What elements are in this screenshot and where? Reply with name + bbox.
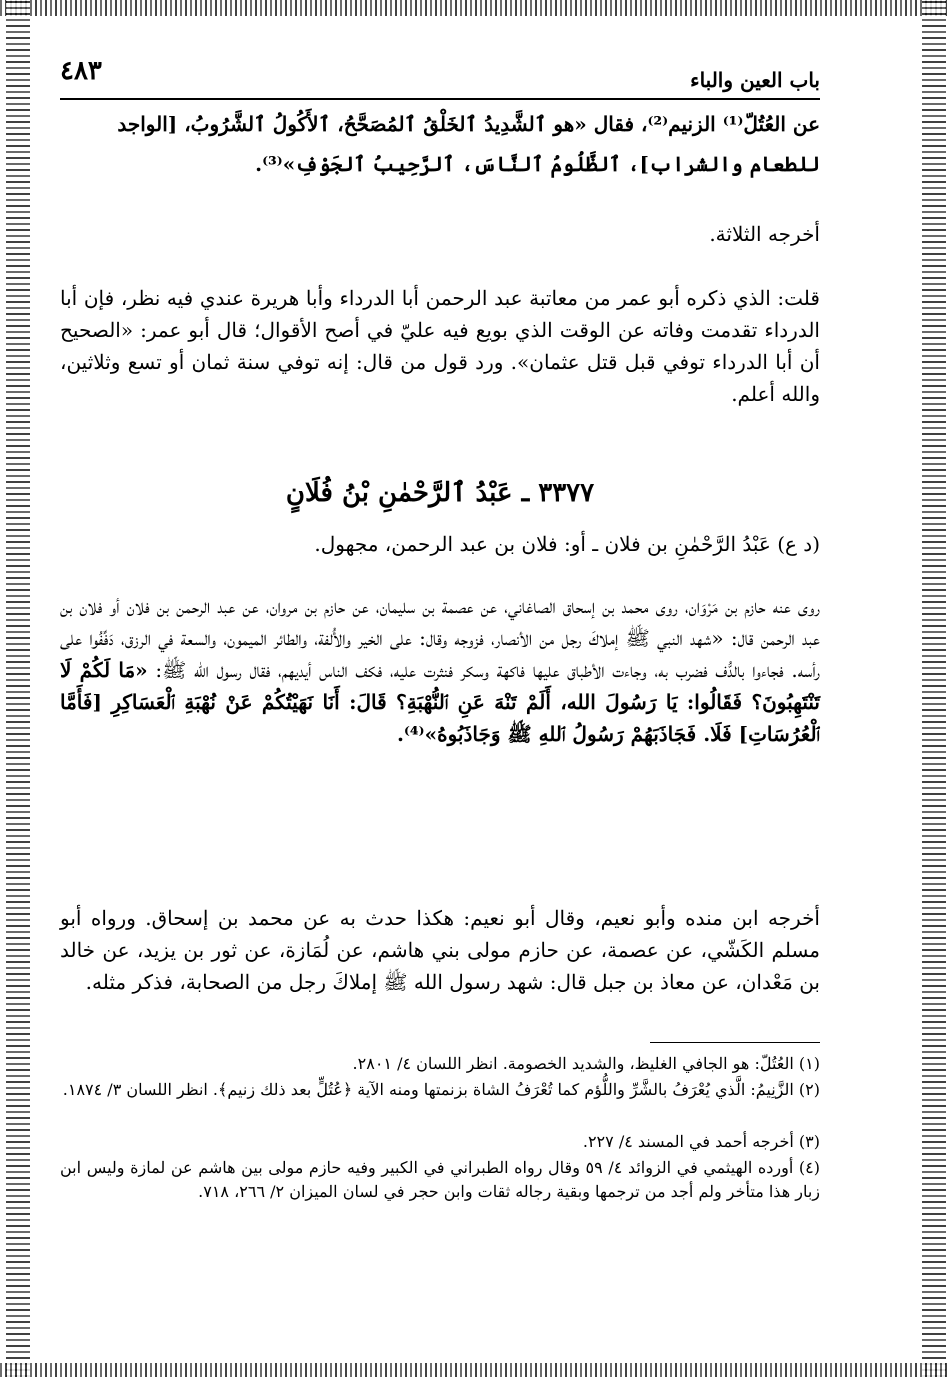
header-rule <box>60 98 820 100</box>
entry-heading: ٣٣٧٧ ـ عَبْدُ ٱلرَّحْمٰنِ بْنُ فُلَانٍ <box>285 478 595 508</box>
paragraph-3: قلت: الذي ذكره أبو عمر من معاتبة عبد الرحمن أبا الدرداء وأبا هريرة عندي فيه نظر، فإن أبا الدرداء تقدمت وفاته عن الوقت الذي بويع فيه عليّ في أصح الأقوال؛ قال أبو عمر: «الصحيح أن أبا الدرداء توفي قبل قتل عثمان». ورد قول من قال: إنه توفي سنة ثمان أو تسع وثلاثين، والله أعلم. <box>60 286 820 406</box>
paragraph-1-line-1: عن العُتُلّ⁽¹⁾ الزنيم⁽²⁾، فقال «هو ٱلشَّدِيدُ ٱلخَلْقُ ٱلمُصَحَّحُ، ٱلأَكُولُ ٱلشَّرُوبُ، [الواجد <box>117 112 820 136</box>
paragraph-5-narration: روى عنه حازم بن مَرْوَان، روى محمد بن إسحاق الصاغاني، عن عصمة بن سليمان، عن حازم بن مروان، عن عبد الرحمن بن فلان أو فلان بن عبد الرحمن قال: «شهد النبي ﷺ إملاكَ رجل من الأنصار، فزوجه وقال: على الخير والأُلفة، والطائر الميمون، والسعة في الرزق، دَفِّفُوا على رأسه. فجاءوا بالدُّف فضرب به، وجاءت الأطباق عليها فاكهة وسكر فنثرت عليه، فكف الناس أيديهم، فقال رسول الله ﷺ: <box>60 594 821 682</box>
page-border-right <box>922 0 946 1377</box>
running-title: باب العين والباء <box>690 68 820 92</box>
paragraph-6: أخرجه ابن منده وأبو نعيم، وقال أبو نعيم: هكذا حدث به عن محمد بن إسحاق. ورواه أبو مسلم الكَشّي، عن عصمة، عن حازم مولى بني هاشم، عن لُمَازة، عن ثور بن يزيد، عن خالد بن مَعْدان، عن معاذ بن جبل قال: شهد رسول الله ﷺ إملاكَ رجل من الصحابة، فذكر مثله. <box>60 906 820 994</box>
footnote-3: (٣) أخرجه أحمد في المسند ٤/ ٢٢٧. <box>582 1132 820 1151</box>
paragraph-4: (د ع) عَبْدُ الرَّحْمٰنِ بن فلان ـ أو: فلان بن عبد الرحمن، مجهول. <box>314 532 820 556</box>
paragraph-5-hadith-quote: «مَا لَكُمْ لَا تَنْتَهِبُونَ؟ فَقَالُوا: يَا رَسُولَ الله، أَلَمْ تَنْهَ عَنِ ٱلنُّهْبَةِ؟ قَالَ: أَنَا نَهَيْتُكُمْ عَنْ نُهْبَةِ ٱلْعَسَاكِرِ [فَأَمَّا ٱلْعُرُسَاتِ] فَلَا. فَجَاذَبَهُمْ رَسُولُ ٱللهِ ﷺ وَجَاذَبُوهُ»⁽⁴⁾. <box>60 658 820 746</box>
paragraph-5 <box>60 590 820 750</box>
page-border-bottom <box>0 1363 949 1377</box>
footnote-2: (٢) الزَّنِيمُ: الَّذي يُعْرَفُ بالشَّرِّ واللُّؤم كما تُعْرَفُ الشاة بزنمتها ومنه الآية ﴿عُتُلٍّ بعد ذلك زنيم﴾. انظر اللسان ٣/ ١٨٧٤. <box>62 1080 820 1099</box>
page-number: ٤٨٣ <box>60 56 102 86</box>
footnote-4: (٤) أورده الهيثمي في الزوائد ٤/ ٥٩ وقال رواه الطبراني في الكبير وفيه حازم مولى بين هاشم عن لمازة وليس ابن زبار هذا متأخر ولم أجد من ترجمها وبقية رجاله ثقات وابن حجر في لسان الميزان ٢/ ٢٦٦، ٧١٨. <box>60 1158 821 1201</box>
page-border-top <box>0 0 949 16</box>
footnote-1: (١) العُتُلّ: هو الجافي الغليظ، والشديد الخصومة. انظر اللسان ٤/ ٢٨٠١. <box>352 1054 820 1073</box>
footnote-rule <box>650 1042 820 1043</box>
paragraph-2: أخرجه الثلاثة. <box>709 222 820 246</box>
page-border-left <box>6 0 30 1377</box>
book-page <box>60 40 820 1340</box>
paragraph-1-line-2: للطعام والشراب]، ٱلظَّلُومُ ٱلنَّاسَ، ٱلرَّحِيبُ ٱلجَوْفِ»⁽³⁾. <box>255 152 820 176</box>
